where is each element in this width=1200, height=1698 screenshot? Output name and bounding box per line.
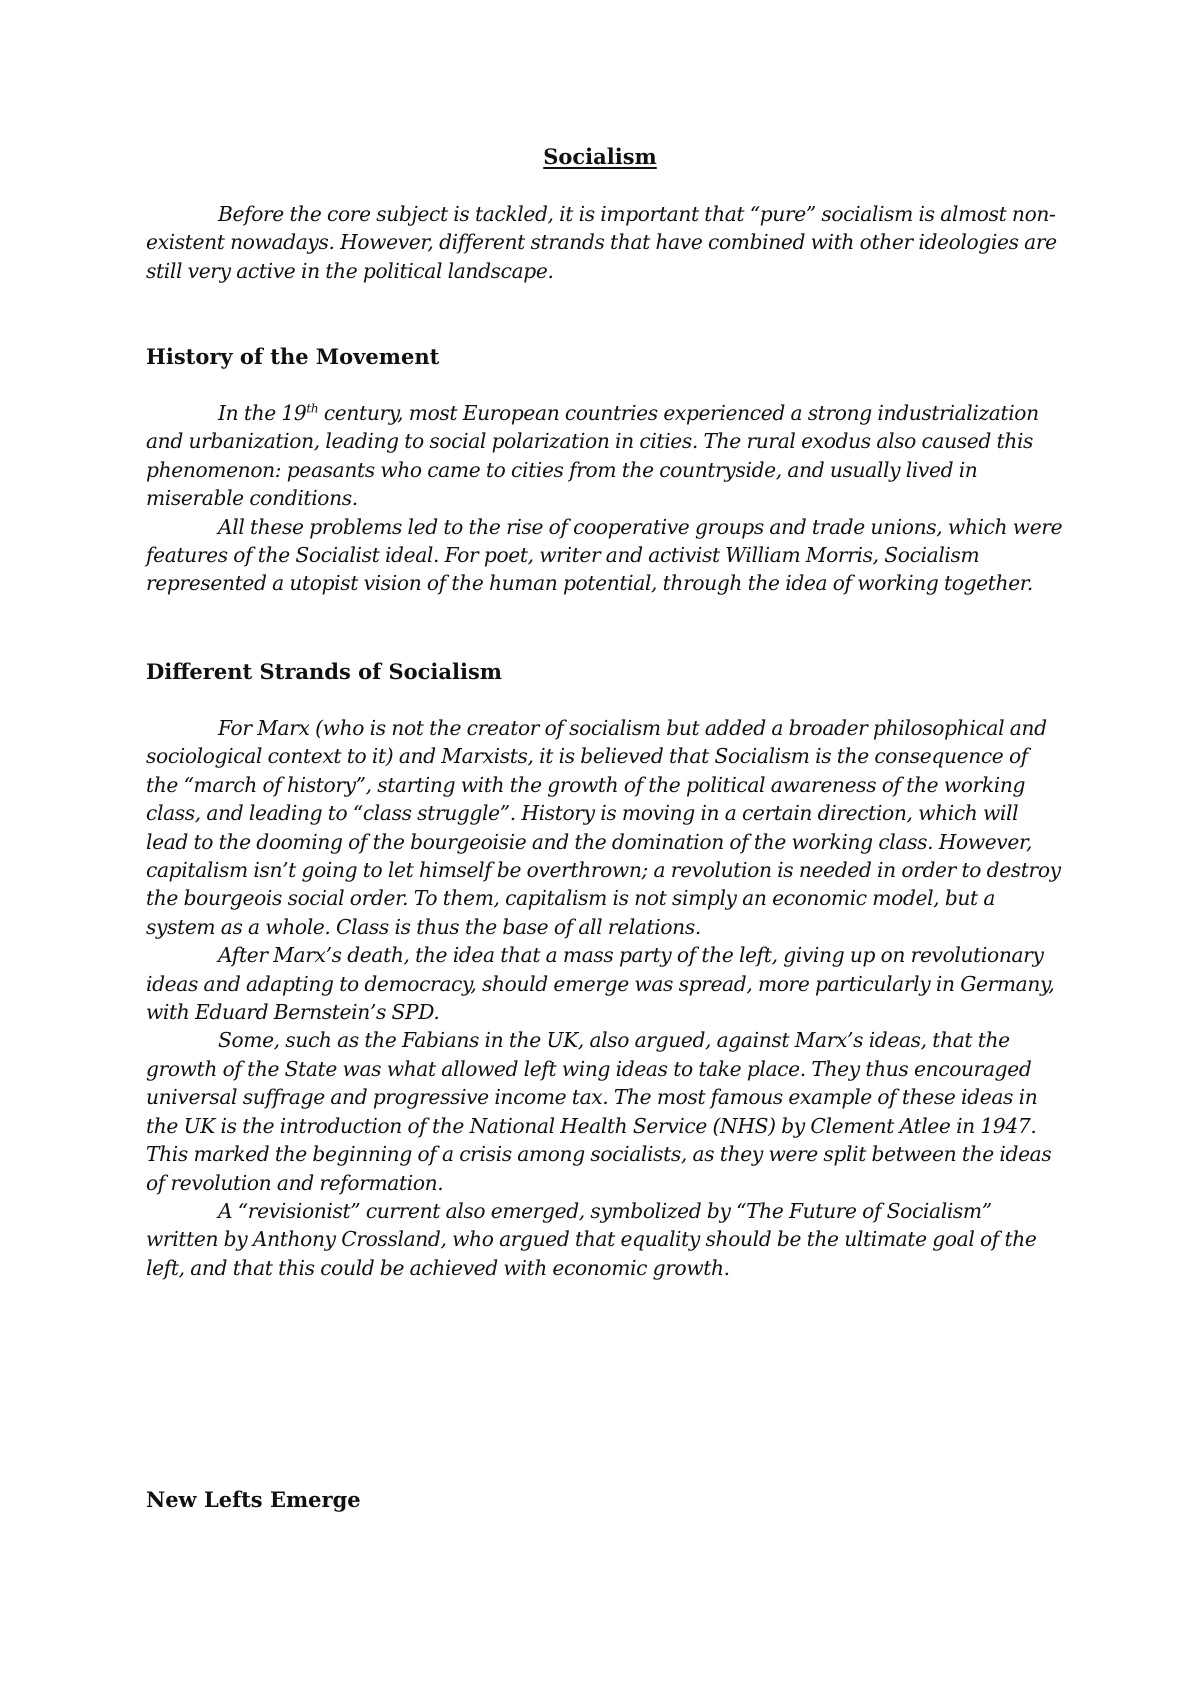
intro-paragraph: Before the core subject is tackled, it is important that “pure” socialism is almost non-existent nowadays. However, different strands that have combined with other ideologies are still very active in the political landscape. — [146, 202, 1057, 283]
section-heading-strands: Different Strands of Socialism — [146, 659, 503, 684]
section-body-strands — [146, 714, 1064, 1282]
document-title: Socialism — [543, 144, 657, 169]
paragraph-history-1 — [146, 399, 1064, 513]
paragraph-strands-2: After Marx’s death, the idea that a mass party of the left, giving up on revolutionary ideas and adapting to democracy, should emerge was spread, more particularly in Germany, with Eduard Bernstein’s SPD. — [146, 943, 1055, 1025]
section-heading-new-lefts: New Lefts Emerge — [146, 1487, 361, 1512]
paragraph-text: century, most European countries experienced a strong industrialization and urbanization, leading to social polarization in cities. The rural exodus also caused this phenomenon: peasants who came to cities from the countryside, and usually lived in miserable conditions. — [146, 401, 1039, 511]
superscript: th — [306, 401, 319, 416]
section-body-history — [146, 399, 1064, 598]
section-heading-history: History of the Movement — [146, 344, 440, 369]
paragraph-strands-1: For Marx (who is not the creator of socialism but added a broader philosophical and sociological context to it) and Marxists, it is believed that Socialism is the consequence of the “march of history”, starting with the growth of the political awareness of the working class, and leading to “class struggle”. History is moving in a certain direction, which will lead to the dooming of the bourgeoisie and the domination of the working class. However, capitalism isn’t going to let himself be overthrown; a revolution is needed in order to destroy the bourgeois social order. To them, capitalism is not simply an economic model, but a system as a whole. Class is thus the base of all relations. — [146, 716, 1061, 939]
paragraph-history-2: All these problems led to the rise of cooperative groups and trade unions, which were features of the Socialist ideal. For poet, writer and activist William Morris, Socialism represented a utopist vision of the human potential, through the idea of working together. — [146, 514, 1063, 596]
paragraph-strands-3: Some, such as the Fabians in the UK, also argued, against Marx’s ideas, that the growth of the State was what allowed left wing ideas to take place. They thus encouraged universal suffrage and progressive income tax. The most famous example of these ideas in the UK is the introduction of the National Health Service (NHS) by Clement Atlee in 1947. This marked the beginning of a crisis among socialists, as they were split between the ideas of revolution and reformation. — [146, 1028, 1052, 1195]
intro-block — [146, 200, 1064, 285]
paragraph-text: In the 19 — [218, 401, 307, 425]
paragraph-strands-4: A “revisionist” current also emerged, symbolized by “The Future of Socialism” written by Anthony Crossland, who argued that equality should be the ultimate goal of the left, and that this could be achieved with economic growth. — [146, 1198, 1037, 1280]
